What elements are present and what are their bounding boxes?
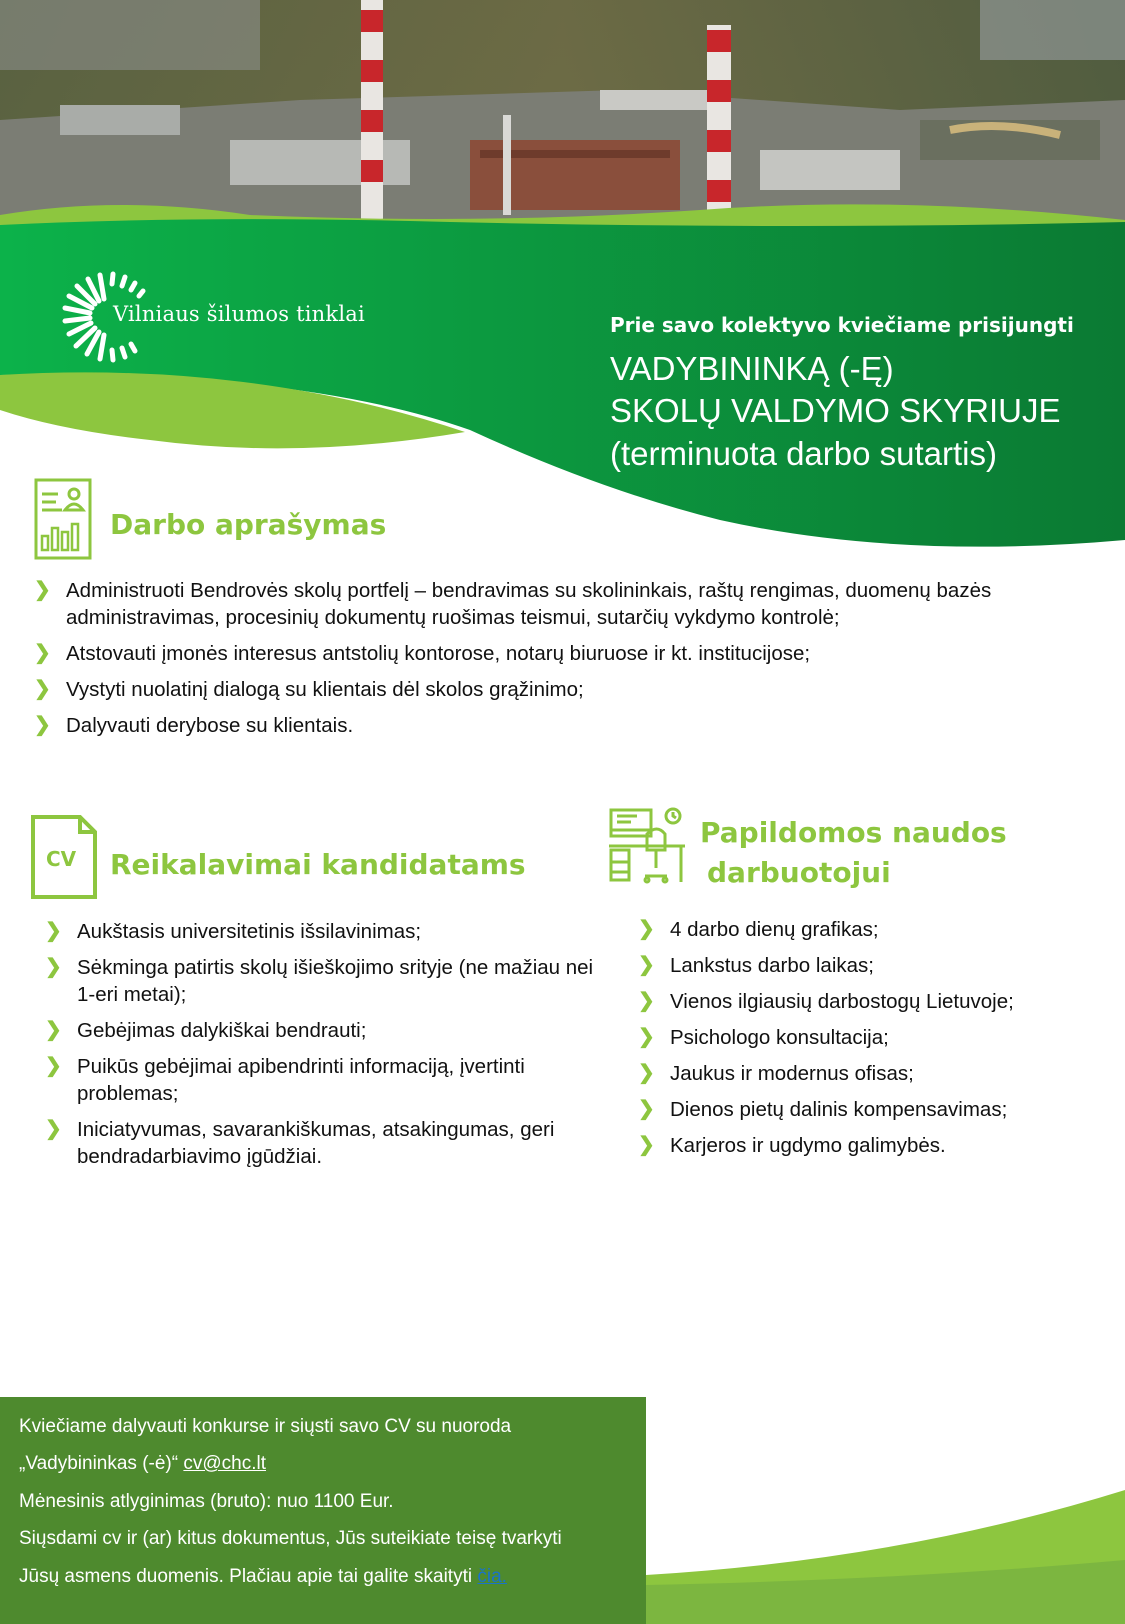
- section-title-benefits-line1: Papildomos naudos: [700, 816, 1007, 849]
- list-item: ❯ Dienos pietų dalinis kompensavimas;: [638, 1098, 1008, 1121]
- list-item: ❯ Aukštasis universitetinis išsilavinimas;: [45, 920, 422, 943]
- job-title-line1: VADYBININKĄ (-Ę): [610, 350, 894, 387]
- chevron-right-icon: ❯: [45, 1019, 62, 1041]
- footer-line-2: „Vadybininkas (-ė)“ cv@chc.lt: [19, 1453, 267, 1474]
- chevron-right-icon: ❯: [34, 714, 51, 736]
- footer-line-1: Kviečiame dalyvauti konkurse ir siųsti savo CV su nuoroda: [19, 1416, 512, 1437]
- chevron-right-icon: ❯: [638, 990, 655, 1012]
- footer-line-4: Siųsdami cv ir (ar) kitus dokumentus, Jūs suteikiate teisę tvarkyti: [19, 1528, 562, 1549]
- list-item: ❯ Atstovauti įmonės interesus antstolių kontorose, notarų biuruose ir kt. institucijose;: [34, 642, 811, 665]
- benefits-list: [638, 916, 1098, 1168]
- header-intro: Prie savo kolektyvo kviečiame prisijungti: [610, 313, 1074, 337]
- chevron-right-icon: ❯: [45, 1118, 62, 1140]
- email-link[interactable]: cv@chc.lt: [183, 1453, 267, 1474]
- list-item: ❯ Sėkminga patirtis skolų išieškojimo srityje (ne mažiau nei 1-eri metai);: [45, 956, 594, 1006]
- requirements-list: [45, 918, 605, 1179]
- list-item: ❯ Dalyvauti derybose su klientais.: [34, 714, 354, 737]
- section-title-requirements: Reikalavimai kandidatams: [110, 848, 526, 881]
- chevron-right-icon: ❯: [638, 1098, 655, 1120]
- chevron-right-icon: ❯: [638, 954, 655, 976]
- section-title-benefits-line2: darbuotojui: [707, 856, 891, 889]
- list-item: ❯ Vystyti nuolatinį dialogą su klientais dėl skolos grąžinimo;: [34, 678, 584, 701]
- chevron-right-icon: ❯: [45, 920, 62, 942]
- chevron-right-icon: ❯: [638, 918, 655, 940]
- list-item: ❯ 4 darbo dienų grafikas;: [638, 918, 879, 941]
- chevron-right-icon: ❯: [638, 1062, 655, 1084]
- chevron-right-icon: ❯: [638, 1134, 655, 1156]
- brand-name: Vilniaus šilumos tinklai: [113, 302, 365, 326]
- chevron-right-icon: ❯: [45, 956, 62, 978]
- list-item: ❯ Lankstus darbo laikas;: [638, 954, 874, 977]
- report-icon: [34, 478, 92, 560]
- list-item: ❯ Jaukus ir modernus ofisas;: [638, 1062, 914, 1085]
- job-title-line3: (terminuota darbo sutartis): [610, 435, 997, 472]
- list-item: ❯ Vienos ilgiausių darbostogų Lietuvoje;: [638, 990, 1014, 1013]
- job-description-list: [34, 577, 1104, 748]
- list-item: ❯ Karjeros ir ugdymo galimybės.: [638, 1134, 946, 1157]
- job-title-line2: SKOLŲ VALDYMO SKYRIUJE: [610, 392, 1061, 429]
- list-item: ❯ Iniciatyvumas, savarankiškumas, atsakingumas, geri bendradarbiavimo įgūdžiai.: [45, 1118, 555, 1168]
- chevron-right-icon: ❯: [34, 678, 51, 700]
- chevron-right-icon: ❯: [638, 1026, 655, 1048]
- chevron-right-icon: ❯: [34, 642, 51, 664]
- list-item: ❯ Gebėjimas dalykiškai bendrauti;: [45, 1019, 367, 1042]
- cv-document-icon: [30, 814, 98, 900]
- list-item: ❯ Psichologo konsultacija;: [638, 1026, 889, 1049]
- footer-salary: Mėnesinis atlyginimas (bruto): nuo 1100 Eur.: [19, 1491, 394, 1512]
- workspace-icon: [607, 806, 687, 886]
- chevron-right-icon: ❯: [45, 1055, 62, 1077]
- list-item: ❯ Administruoti Bendrovės skolų portfelį – bendravimas su skolininkais, raštų rengimas, duomenų bazės administravimas, procesinių dokumentų ruošimas teismui, sutarčių vykdymo kontrolė;: [34, 579, 992, 629]
- cv-label: CV: [46, 847, 77, 871]
- list-item: ❯ Puikūs gebėjimai apibendrinti informaciją, įvertinti problemas;: [45, 1055, 525, 1105]
- section-title-job-description: Darbo aprašymas: [110, 508, 387, 541]
- privacy-link[interactable]: čia.: [477, 1566, 507, 1587]
- chevron-right-icon: ❯: [34, 579, 51, 601]
- footer-line-5: Jūsų asmens duomenis. Plačiau apie tai galite skaityti čia.: [19, 1566, 507, 1587]
